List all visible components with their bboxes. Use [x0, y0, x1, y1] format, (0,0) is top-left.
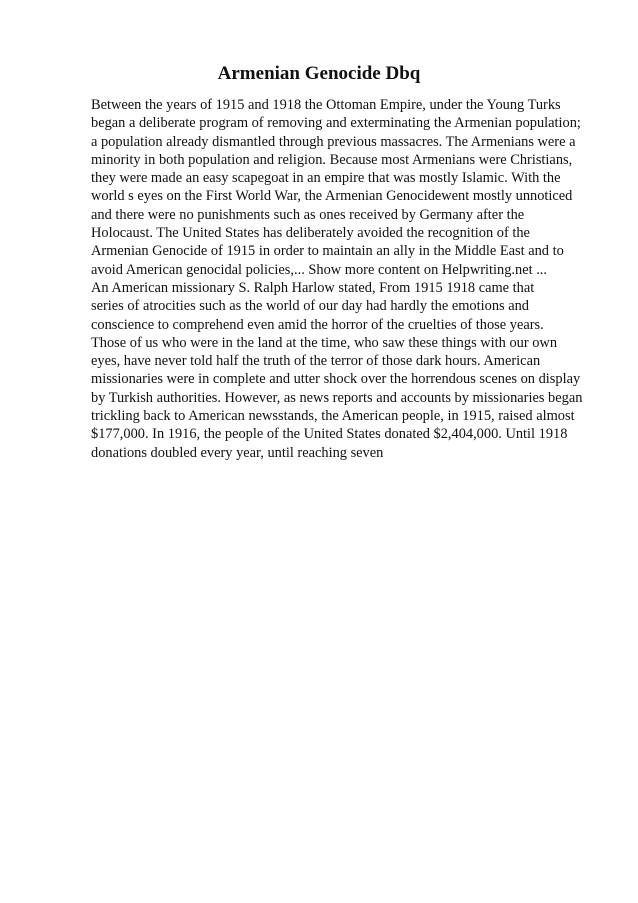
body-line: eyes, have never told half the truth of the terror of those dark hours. American	[91, 353, 541, 370]
body-line: series of atrocities such as the world of our day had hardly the emotions and	[91, 298, 529, 315]
body-line: and there were no punishments such as ones received by Germany after the	[91, 206, 525, 223]
body-line: missionaries were in complete and utter shock over the horrendous scenes on display	[91, 371, 581, 388]
body-line: avoid American genocidal policies,... Show more content on Helpwriting.net ...	[91, 261, 547, 278]
body-line: donations doubled every year, until reaching seven	[91, 444, 384, 461]
body-line: trickling back to American newsstands, the American people, in 1915, raised almost	[91, 408, 575, 425]
body-line: Armenian Genocide of 1915 in order to maintain an ally in the Middle East and to	[91, 243, 564, 260]
body-line: minority in both population and religion. Because most Armenians were Christians,	[91, 151, 573, 168]
document-title: Armenian Genocide Dbq	[217, 63, 421, 84]
body-line: began a deliberate program of removing and exterminating the Armenian population;	[91, 115, 581, 132]
body-line: $177,000. In 1916, the people of the United States donated $2,404,000. Until 1918	[91, 426, 568, 443]
body-line: conscience to comprehend even amid the horror of the cruelties of those years.	[91, 316, 544, 333]
body-line: they were made an easy scapegoat in an empire that was mostly Islamic. With the	[91, 170, 561, 187]
body-line: Between the years of 1915 and 1918 the Ottoman Empire, under the Young Turks	[91, 97, 561, 113]
body-line: An American missionary S. Ralph Harlow stated, From 1915 1918 came that	[91, 279, 535, 296]
body-line: a population already dismantled through previous massacres. The Armenians were a	[91, 133, 576, 150]
body-line: world s eyes on the First World War, the Armenian Genocidewent mostly unnoticed	[91, 188, 573, 205]
document-body	[91, 96, 601, 462]
body-line: Holocaust. The United States has deliberately avoided the recognition of the	[91, 225, 530, 242]
body-line: by Turkish authorities. However, as news reports and accounts by missionaries began	[91, 389, 583, 406]
body-line: Those of us who were in the land at the time, who saw these things with our own	[91, 334, 558, 351]
